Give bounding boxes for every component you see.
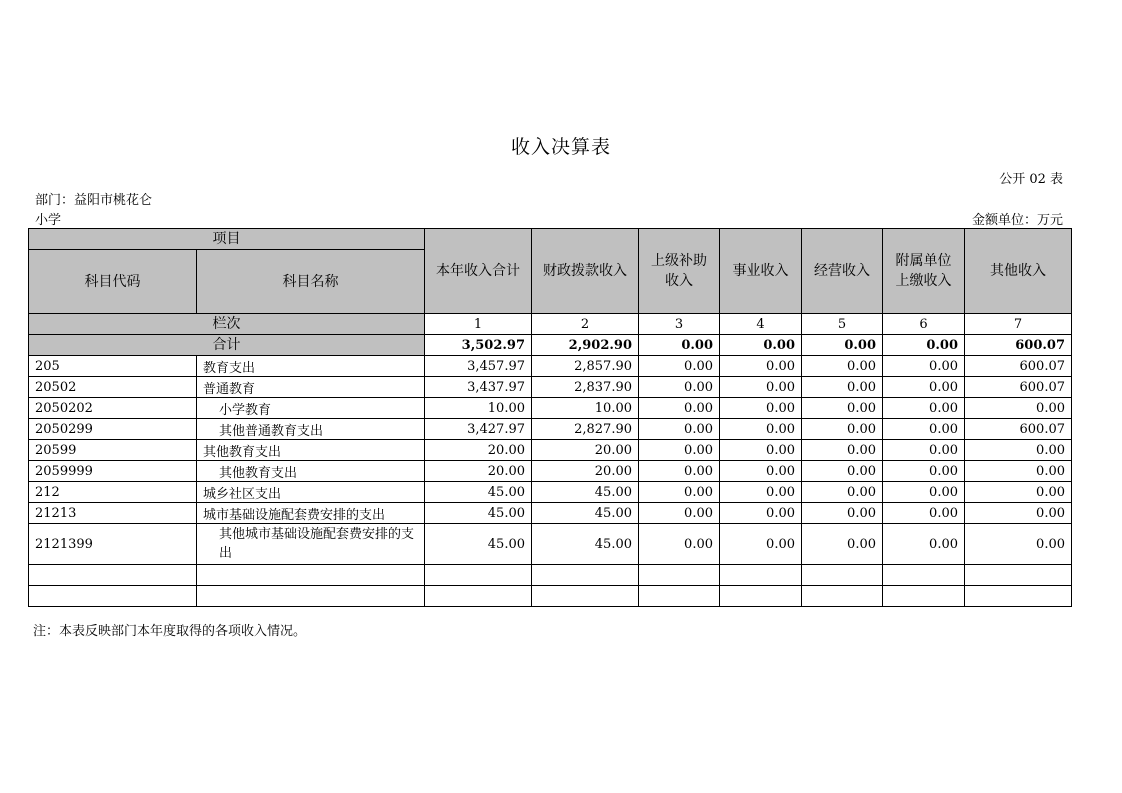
row-value: 0.00	[802, 524, 883, 565]
row-value: 0.00	[965, 524, 1072, 565]
index-col-4: 4	[720, 314, 802, 335]
amount-unit: 金额单位：万元	[971, 213, 1063, 228]
row-code: 205	[29, 356, 197, 377]
row-value: 20.00	[532, 461, 639, 482]
row-value: 0.00	[802, 503, 883, 524]
row-value: 45.00	[425, 524, 532, 565]
row-name: 其他教育支出	[197, 461, 425, 482]
row-value: 3,457.97	[425, 356, 532, 377]
department-label: 部门：益阳市桃花仑	[35, 193, 153, 208]
row-value: 0.00	[639, 398, 720, 419]
row-code: 2121399	[29, 524, 197, 565]
table-row	[29, 482, 1072, 503]
row-value: 0.00	[965, 461, 1072, 482]
row-value: 0.00	[639, 419, 720, 440]
header-other: 其他收入	[965, 229, 1072, 314]
empty-row	[29, 586, 1072, 607]
row-value: 0.00	[965, 398, 1072, 419]
row-value: 0.00	[802, 377, 883, 398]
total-value: 3,502.97	[425, 335, 532, 356]
row-name: 其他城市基础设施配套费安排的支出	[197, 524, 425, 565]
index-col-1: 1	[425, 314, 532, 335]
table-row	[29, 461, 1072, 482]
row-value: 0.00	[883, 524, 965, 565]
row-name: 其他教育支出	[197, 440, 425, 461]
table-row	[29, 398, 1072, 419]
row-value: 0.00	[883, 356, 965, 377]
row-value: 3,437.97	[425, 377, 532, 398]
row-code: 2050299	[29, 419, 197, 440]
row-value: 45.00	[532, 503, 639, 524]
table-row	[29, 377, 1072, 398]
row-value: 10.00	[532, 398, 639, 419]
header-name: 科目名称	[197, 250, 425, 314]
row-value: 20.00	[425, 440, 532, 461]
row-code: 21213	[29, 503, 197, 524]
header-superior	[639, 229, 720, 314]
row-value: 0.00	[883, 377, 965, 398]
total-value: 0.00	[883, 335, 965, 356]
header-fiscal: 财政拨款收入	[532, 229, 639, 314]
row-name: 普通教育	[197, 377, 425, 398]
header-affiliated	[883, 229, 965, 314]
footnote: 注：本表反映部门本年度取得的各项收入情况。	[33, 624, 307, 639]
table-row	[29, 524, 1072, 565]
row-value: 0.00	[720, 440, 802, 461]
row-value: 0.00	[883, 419, 965, 440]
row-name: 教育支出	[197, 356, 425, 377]
row-value: 0.00	[639, 482, 720, 503]
row-value: 0.00	[720, 461, 802, 482]
row-code: 20599	[29, 440, 197, 461]
row-name: 城市基础设施配套费安排的支出	[197, 503, 425, 524]
row-value: 0.00	[639, 524, 720, 565]
row-value: 10.00	[425, 398, 532, 419]
total-value: 2,902.90	[532, 335, 639, 356]
row-value: 45.00	[532, 482, 639, 503]
table-row	[29, 419, 1072, 440]
index-row-label: 栏次	[29, 314, 425, 335]
row-value: 0.00	[883, 461, 965, 482]
header-business: 事业收入	[720, 229, 802, 314]
row-value: 0.00	[720, 482, 802, 503]
row-value: 0.00	[720, 524, 802, 565]
header-superior-line1: 上级补助	[651, 253, 707, 269]
row-value: 0.00	[639, 356, 720, 377]
row-value: 0.00	[883, 482, 965, 503]
total-value: 0.00	[720, 335, 802, 356]
row-value: 600.07	[965, 356, 1072, 377]
total-row-label: 合计	[29, 335, 425, 356]
index-col-5: 5	[802, 314, 883, 335]
total-value: 0.00	[802, 335, 883, 356]
total-value: 600.07	[965, 335, 1072, 356]
row-value: 2,837.90	[532, 377, 639, 398]
row-value: 2,827.90	[532, 419, 639, 440]
row-value: 0.00	[802, 482, 883, 503]
row-value: 0.00	[965, 482, 1072, 503]
row-value: 0.00	[883, 503, 965, 524]
row-value: 0.00	[720, 356, 802, 377]
row-value: 600.07	[965, 419, 1072, 440]
row-code: 20502	[29, 377, 197, 398]
row-value: 0.00	[720, 377, 802, 398]
row-value: 0.00	[720, 419, 802, 440]
row-value: 0.00	[720, 398, 802, 419]
empty-row	[29, 565, 1072, 586]
row-value: 0.00	[639, 440, 720, 461]
table-row	[29, 503, 1072, 524]
row-value: 45.00	[532, 524, 639, 565]
table-row	[29, 356, 1072, 377]
row-value: 0.00	[802, 356, 883, 377]
row-value: 2,857.90	[532, 356, 639, 377]
row-value: 0.00	[639, 461, 720, 482]
row-value: 20.00	[532, 440, 639, 461]
row-code: 2059999	[29, 461, 197, 482]
row-value: 0.00	[802, 440, 883, 461]
row-value: 0.00	[883, 398, 965, 419]
row-value: 0.00	[802, 419, 883, 440]
table-row	[29, 440, 1072, 461]
department-label-continued: 小学	[35, 213, 62, 228]
row-value: 0.00	[965, 503, 1072, 524]
page-title: 收入决算表	[510, 136, 611, 158]
row-value: 45.00	[425, 482, 532, 503]
total-value: 0.00	[639, 335, 720, 356]
index-col-7: 7	[965, 314, 1072, 335]
header-superior-line2: 收入	[665, 273, 693, 289]
row-value: 0.00	[883, 440, 965, 461]
row-name: 小学教育	[197, 398, 425, 419]
row-value: 0.00	[720, 503, 802, 524]
row-name: 其他普通教育支出	[197, 419, 425, 440]
row-value: 0.00	[639, 503, 720, 524]
row-value: 0.00	[802, 461, 883, 482]
row-value: 45.00	[425, 503, 532, 524]
index-col-3: 3	[639, 314, 720, 335]
header-operating: 经营收入	[802, 229, 883, 314]
index-col-6: 6	[883, 314, 965, 335]
row-value: 600.07	[965, 377, 1072, 398]
row-value: 0.00	[802, 398, 883, 419]
header-project: 项目	[29, 229, 425, 250]
header-code: 科目代码	[29, 250, 197, 314]
row-value: 0.00	[965, 440, 1072, 461]
income-table	[28, 228, 1072, 607]
row-value: 0.00	[639, 377, 720, 398]
row-name: 城乡社区支出	[197, 482, 425, 503]
row-code: 212	[29, 482, 197, 503]
header-affiliated-line1: 附属单位	[895, 253, 952, 269]
form-number: 公开 02 表	[999, 172, 1063, 187]
index-col-2: 2	[532, 314, 639, 335]
row-value: 20.00	[425, 461, 532, 482]
row-code: 2050202	[29, 398, 197, 419]
row-value: 3,427.97	[425, 419, 532, 440]
header-affiliated-line2: 上缴收入	[895, 273, 952, 289]
header-total: 本年收入合计	[425, 229, 532, 314]
